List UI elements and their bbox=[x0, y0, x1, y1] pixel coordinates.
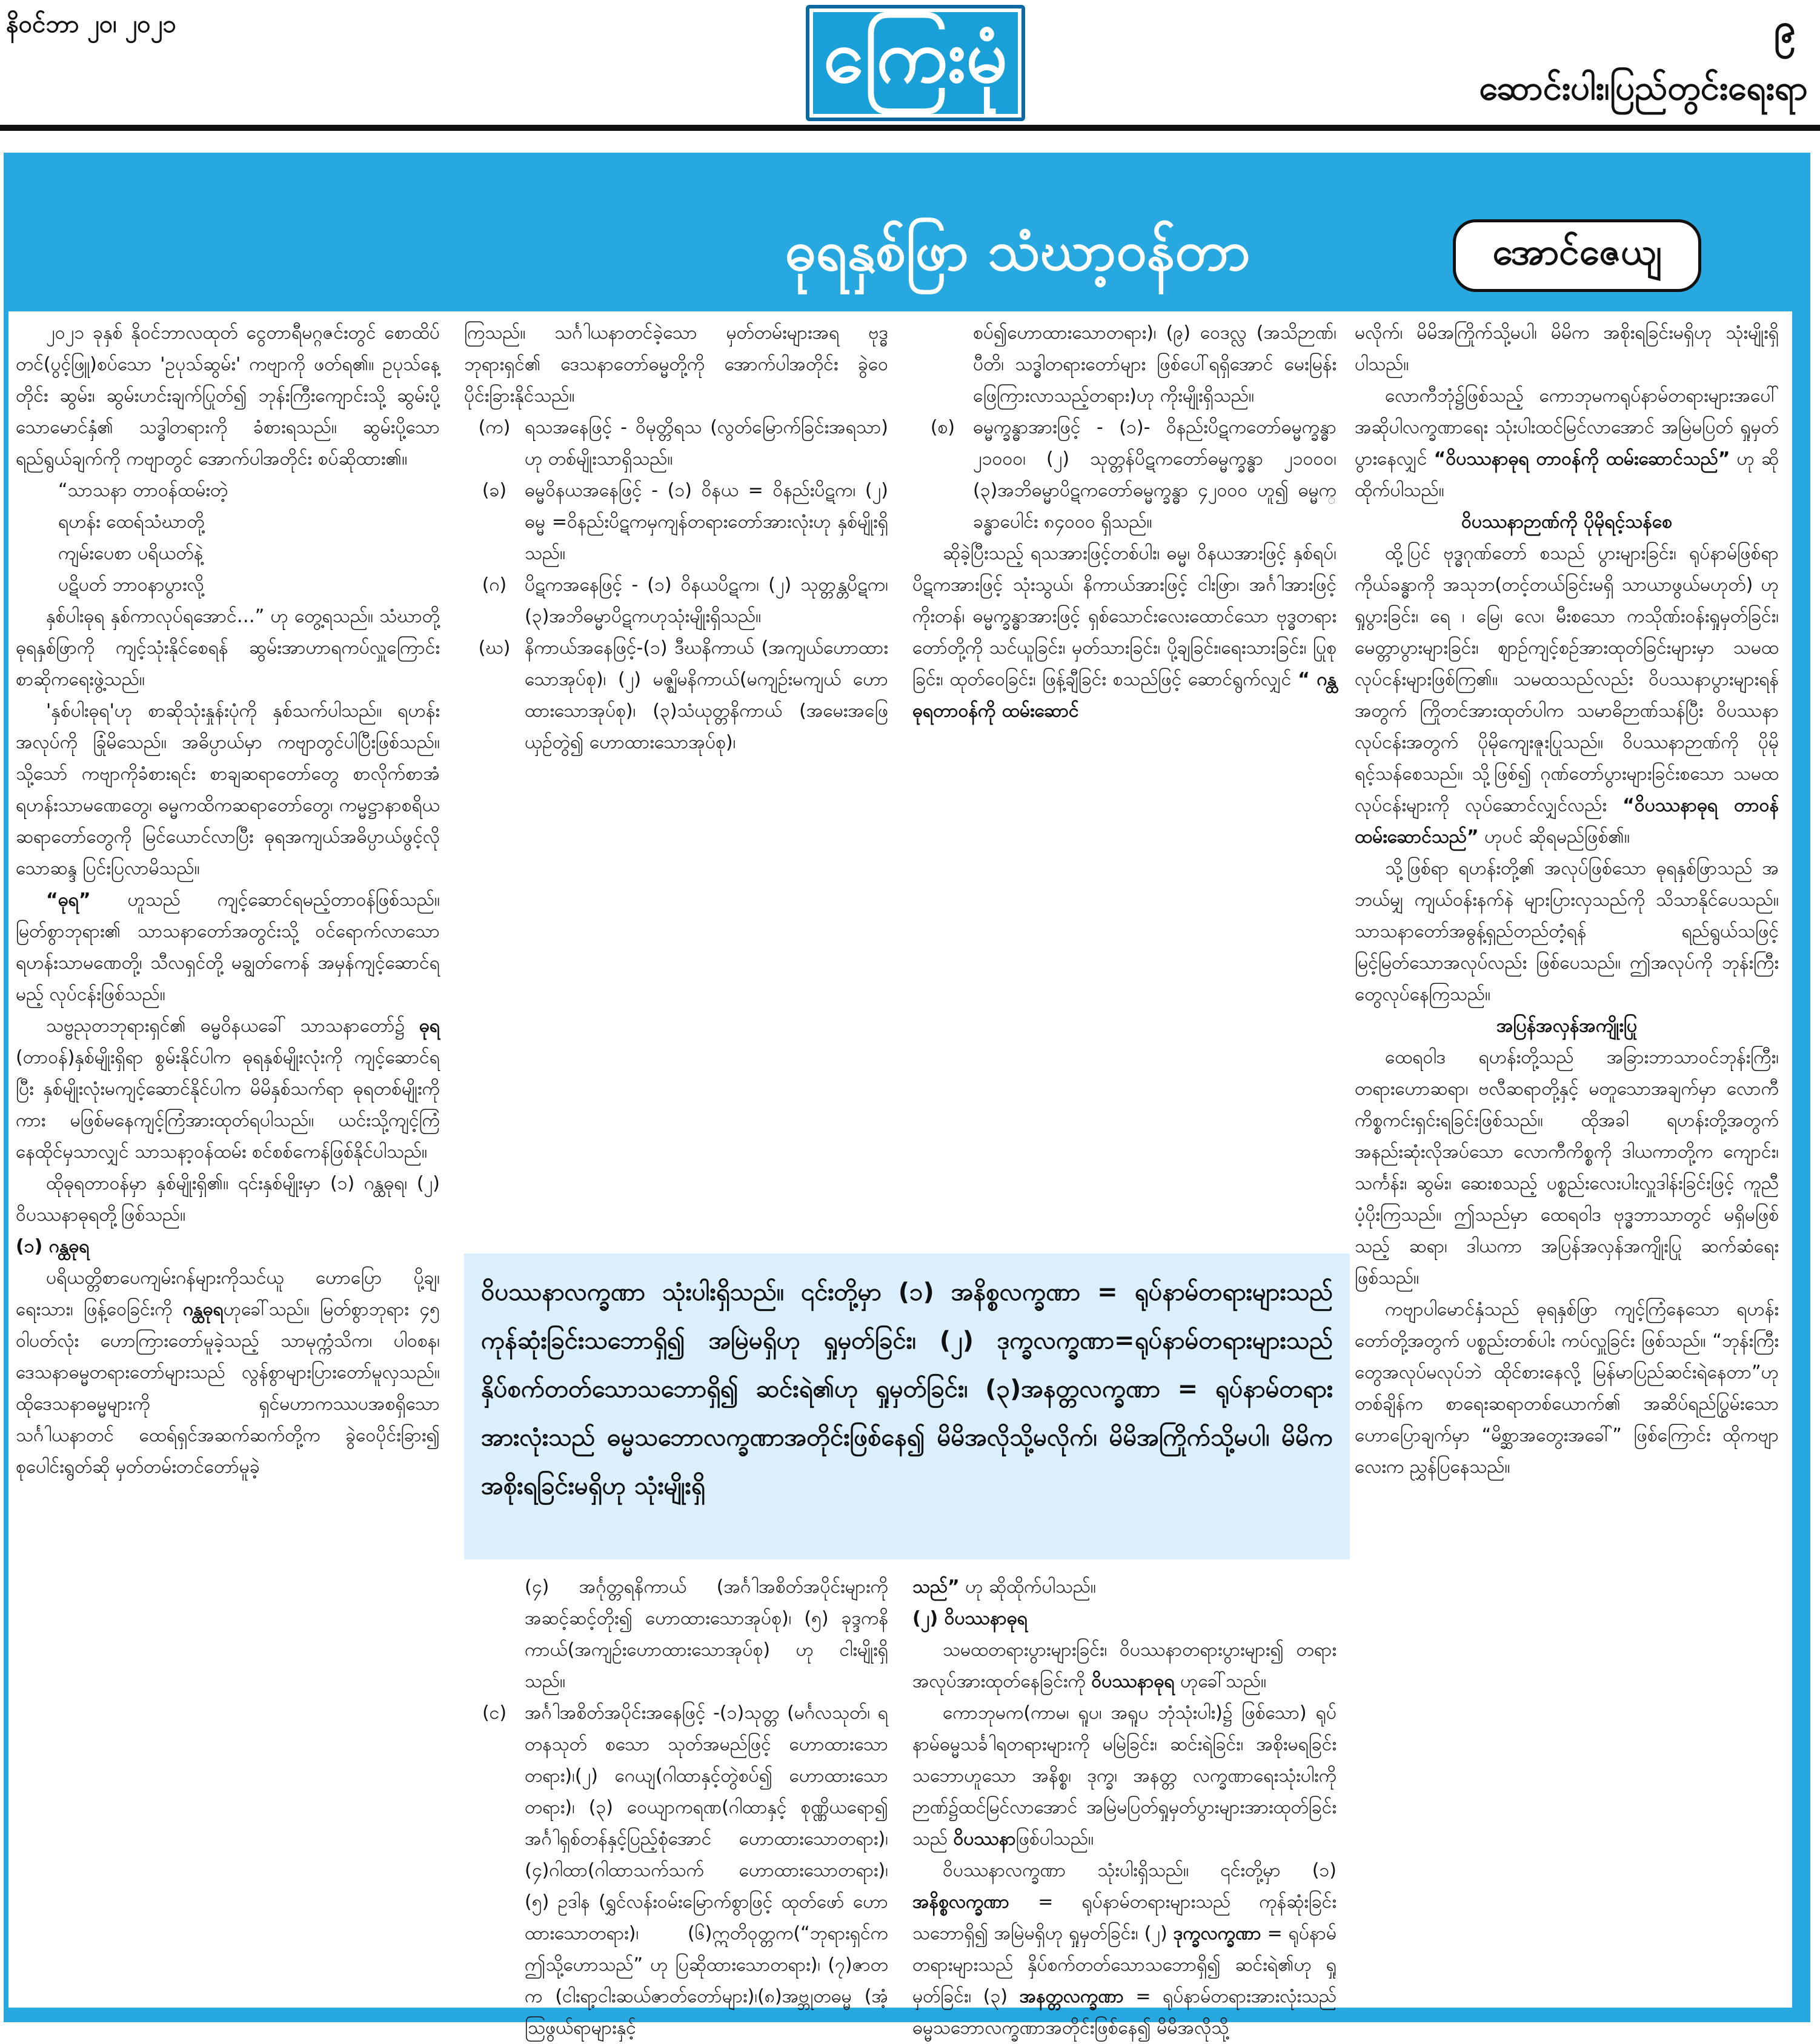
paragraph: (၂) ဝိပဿနာဓုရ bbox=[912, 1608, 1028, 1629]
column-2-lower bbox=[464, 1571, 888, 2044]
paragraph: 'နှစ်ပါးဓုရ'ဟု စာဆိုသုံးနှုန်းပုံကို နှစ်သက်ပါသည်။ ရဟန်းအလုပ်ကို ခြုံမိသေည်။ အဓိပ္ပာယ်မှာ ကဗျာတွင်ပါပြီးဖြစ်သည်။ သို့သော် ကဗျာကိုခံစားရင်း စာချဆရာတော်တွေ စာလိုက်စာအံ ရဟန်းသာမဏေတွေ၊ ဓမ္မကထိကဆရာတော်တွေ၊ ကမ္မဋ္ဌာနာစရိယဆရာတော်တွေကို မြင်ယောင်လာပြီး ဓုရအကျယ်အဓိပ္ပာယ်ဖွင့်လိုသောဆန္ဒ ပြင်းပြလာမိသည်။ bbox=[16, 700, 440, 879]
paragraph: ၂၀၂၁ ခုနှစ် နိုဝင်ဘာလထုတ် ငွေတာရီမဂ္ဂဇင်းတွင် စောထိပ်တင်(ပွင့်ဖြူ)စပ်သော 'ဥပုသ်ဆွမ်း' ကဗျာကို ဖတ်ရ၏။ ဥပုသ်နေ့တိုင်း ဆွမ်း၊ ဆွမ်းဟင်းချက်ပြုတ်၍ ဘုန်းကြီးကျောင်းသို့ ဆွမ်းပို့သောမောင်နှံ၏ သဒ္ဓါတရားကို ခံစားရသည်။ ဆွမ်းပို့သောရည်ရွယ်ချက်ကို ကဗျာတွင် အောက်ပါအတိုင်း စပ်ဆိုထား၏။ bbox=[16, 322, 440, 470]
list-item-label: (င) bbox=[482, 1702, 507, 1724]
column-3-lower bbox=[912, 1571, 1337, 2044]
list-item bbox=[464, 569, 888, 632]
paragraph: ကျမ်းပေစာ ပရိယတ်နဲ့ bbox=[58, 543, 204, 564]
masthead bbox=[0, 0, 1820, 139]
list-item-text: အင်္ဂါအစိတ်အပိုင်းအနေဖြင့် -(၁)သုတ္တ (မင်္ဂလသုတ်၊ ရတနသုတ် စသော သုတ်အမည်ဖြင့် ဟောထားသောတရား)၊(၂) ဂေယျ(ဂါထာနှင့်တွဲစပ်၍ ဟောထားသောတရား)၊ (၃) ဝေယျာကရဏ(ဂါထာနှင့် စုဏ္ဏိယရော၍ အင်္ဂါရှစ်တန်နှင့်ပြည့်စုံအောင် ဟောထားသောတရား)၊ (၄)ဂါထာ(ဂါထာသက်သက် ဟောထားသောတရား)၊ (၅) ဥဒါန (ရွှင်လန်းဝမ်းမြောက်စွာဖြင့် ထုတ်ဖော် ဟောထားသောတရား)၊ (၆)ဣတိဝုတ္တက(“ဘုရားရှင်က ဤသို့ဟောသည်” ဟု ပြဆိုထားသောတရား)၊ (၇)ဇာတက (ငါးရာ့ငါးဆယ်ဇာတ်တော်များ)၊(၈)အဗ္ဘုတဓမ္မ (အံ့သြဖွယ်ရာများနှင့် bbox=[525, 1702, 888, 2039]
list-item-text: ဓမ္မဝိနယအနေဖြင့် - (၁) ဝိနယ = ဝိနည်းပိဋက၊ (၂) ဓမ္မ =ဝိနည်းပိဋကမှကျန်တရားတော်အားလုံးဟု နှစ်မျိုးရှိသည်။ bbox=[525, 480, 888, 564]
paragraph: သည်” ဟု ဆိုထိုက်ပါသည်။ bbox=[912, 1576, 1096, 1598]
paragraph: လောကီဘုံ၌ဖြစ်သည့် ကောဘုမကရုပ်နာမ်တရားများအပေါ် အဆိုပါလက္ခဏာရေး သုံးပါးထင်မြင်လာအောင် အမြဲမပြတ် ရှုမှတ်ပွားနေလျှင် “ဝိပဿနာဓုရ တာဝန်ကို ထမ်းဆောင်သည်” ဟု ဆိုထိုက်ပါသည်။ bbox=[1355, 385, 1779, 501]
paragraph: သမထတရားပွားများခြင်း၊ ဝိပဿနာတရားပွားများ၍ တရားအလုပ်အားထုတ်နေခြင်းကို ဝိပဿနာဓုရ ဟုခေါ်သည်။ bbox=[912, 1639, 1337, 1692]
author-badge: အောင်ဇေယျ bbox=[1453, 219, 1701, 292]
list-item bbox=[464, 632, 888, 758]
list-item bbox=[464, 1697, 888, 2044]
column-1 bbox=[16, 317, 440, 1483]
paragraph: ရဟန်း ထေရ်သံဃာတို့ bbox=[58, 511, 205, 533]
paragraph: အပြန်အလှန်အကျိုးပြု bbox=[1496, 1015, 1638, 1037]
list-item-text: နိကာယ်အနေဖြင့်-(၁) ဒီဃနိကာယ် (အကျယ်ဟောထားသောအုပ်စု)၊ (၂) မဇ္ဈိမနိကာယ်(မကျဉ်းမကျယ် ဟောထားသောအုပ်စု)၊ (၃)သံယုတ္တနိကာယ် (အမေးအဖြေယှဉ်တွဲ၍ ဟောထားသောအုပ်စု)၊ bbox=[525, 637, 888, 753]
list-item-text: စပ်၍ဟောထားသောတရား)၊ (၉) ဝေဒလ္လ (အသိဉာဏ်၊ ပီတိ၊ သဒ္ဓါတရားတော်များ ဖြစ်ပေါ်ရရှိအောင် မေးမြန်းဖြေကြားလာသည့်တရား)ဟု ကိုးမျိုးရှိသည်။ bbox=[973, 322, 1337, 406]
paragraph: (၁) ဂန္ထဓုရ bbox=[16, 1236, 90, 1257]
list-item bbox=[464, 475, 888, 569]
paragraph: ပရိယတ္တိစာပေကျမ်းဂန်များကိုသင်ယူ ဟောပြော ပို့ချ၊ ရေးသား၊ ဖြန့်ဝေခြင်းကို ဂန္ထဓုရဟုခေါ်သည်။ မြတ်စွာဘုရား ၄၅ ဝါပတ်လုံး ဟောကြားတော်မူခဲ့သည့် သာမုက္ကံသိက၊ ပါဝစန၊ ဒေသနာဓမ္မတရားတော်များသည် လွန်စွာများပြားတော်မူလှသည်။ ထိုဒေသနာဓမ္မများကို ရှင်မဟာကဿပအစရှိသော သင်္ဂါယနာတင် ထေရ်ရှင်အဆက်ဆက်တို့က ခွဲဝေပိုင်းခြား၍ စုပေါင်းရွတ်ဆို မှတ်တမ်းတင်တော်မူခဲ့ bbox=[16, 1267, 440, 1478]
paragraph: ထို့ပြင် ဗုဒ္ဓဂုဏ်တော် စသည် ပွားများခြင်း၊ ရုပ်နာမ်ဖြစ်ရာ ကိုယ်ခန္ဓာကို အသုဘ(တင့်တယ်ခြင်းမရှိ သာယာဖွယ်မဟုတ်) ဟု ရှုပွားခြင်း၊ ရေ ၊ မြေ၊ လေ၊ မီးစသော ကသိုဏ်းဝန်းရှုမှတ်ခြင်း၊ မေတ္တာပွားများခြင်း၊ ဈာဉ်ကျင့်စဉ်အားထုတ်ခြင်းများမှာ သမထလုပ်ငန်းများဖြစ်ကြ၏။ သမထသည်လည်း ဝိပဿနာပွားများရန်အတွက် ကြိုတင်အားထုတ်ပါက သမာဓိဉာဏ်သန်ပြီး ဝိပဿနာလုပ်ငန်းအတွက် ပိုမိုကျေးဇူးပြုသည်။ ဝိပဿနာဉာဏ်ကို ပိုမိုရင့်သန်စေသည်။ သို့ဖြစ်၍ ဂုဏ်တော်ပွားများခြင်းစသော သမထလုပ်ငန်းများကို လုပ်ဆောင်လျှင်လည်း “ဝိပဿနာဓုရ တာဝန်ထမ်းဆောင်သည်” ဟုပင် ဆိုရမည်ဖြစ်၏။ bbox=[1355, 543, 1779, 848]
issue-date: နိဝင်ဘာ ၂၀၊ ၂၀၂၁ bbox=[6, 10, 176, 38]
section-title: ဆောင်းပါး၊ပြည်တွင်းရေးရာ bbox=[1479, 68, 1808, 108]
column-4 bbox=[1355, 317, 1779, 1483]
paragraph: ပဋိပတ် ဘာဝနာပွားလို့ bbox=[58, 574, 204, 596]
list-item-text: (၄) အင်္ဂုတ္တရနိကာယ် (အင်္ဂါအစိတ်အပိုင်းများကို အဆင့်ဆင့်တိုး၍ ဟောထားသောအုပ်စု)၊ (၅) ခုဒ္ဒကနိကာယ်(အကျဉ်းဟောထားသောအုပ်စု) ဟု ငါးမျိုးရှိသည်။ bbox=[525, 1576, 888, 1692]
list-item-label bbox=[464, 1571, 525, 1697]
paragraph: မလိုက်၊ မိမိအကြိုက်သို့မပါ၊ မိမိက အစိုးရခြင်းမရှိဟု သုံးမျိုးရှိပါသည်။ bbox=[1355, 322, 1779, 375]
list-item bbox=[464, 1571, 888, 1697]
newspaper-logo: ကြေးမုံ bbox=[806, 5, 1025, 121]
list-item-label: (က) bbox=[478, 417, 511, 438]
paragraph: ထိုဓုရတာဝန်မှာ နှစ်မျိုးရှိ၏။ ၎င်းနှစ်မျိုးမှာ (၁) ဂန္ထဓုရ၊ (၂) ဝိပဿနာဓုရတို့ဖြစ်သည်။ bbox=[16, 1173, 440, 1226]
paragraph: နှစ်ပါးဓုရ နှစ်ကာလုပ်ရအောင်…” ဟု တွေ့ရသည်။ သံဃာတို့ ဓုရနှစ်ဖြာကို ကျင့်သုံးနိုင်စေရန် ဆွမ်းအာဟာရကပ်လှူကြောင်း စာဆိုကရေးဖွဲ့သည်။ bbox=[16, 606, 440, 690]
paragraph: ကဗျာပါမောင်နှံသည် ဓုရနှစ်ဖြာ ကျင့်ကြံနေသော ရဟန်းတော်တို့အတွက် ပစ္စည်းတစ်ပါး ကပ်လှူခြင်း ဖြစ်သည်။ “ဘုန်းကြီးတွေအလုပ်မလုပ်ဘဲ ထိုင်စားနေလို့ မြန်မာပြည်ဆင်းရဲနေတာ”ဟု တစ်ချိန်က စာရေးဆရာတစ်ယောက်၏ အဆိပ်ရည်ပြွမ်းသောဟောပြောချက်မှာ “မိစ္ဆာအတွေးအခေါ်” ဖြစ်ကြောင်း ထိုကဗျာလေးက ညွှန်ပြနေသည်။ bbox=[1355, 1299, 1779, 1478]
list-item-label: (ဃ) bbox=[478, 637, 511, 659]
paragraph: ဝိပဿနာဉာဏ်ကို ပိုမိုရင့်သန်စေ bbox=[1461, 511, 1672, 533]
column-3 bbox=[912, 317, 1337, 727]
list-item-label bbox=[912, 317, 973, 412]
list-item-text: ရသအနေဖြင့် - ဝိမုတ္တိရသ (လွတ်မြောက်ခြင်းအရသာ) ဟု တစ်မျိုးသာရှိသည်။ bbox=[525, 417, 888, 470]
list-item-text: ပိဋကအနေဖြင့် - (၁) ဝိနယပိဋက၊ (၂) သုတ္တန္တပိဋက၊(၃)အဘိဓမ္မာပိဋကဟုသုံးမျိုးရှိသည်။ bbox=[525, 574, 888, 627]
paragraph: “သာသနာ တာဝန်ထမ်းတဲ့ bbox=[58, 480, 228, 501]
list-item-label: (စ) bbox=[930, 417, 955, 438]
paragraph: ကောဘုမက(ကာမ၊ ရူပ၊ အရူပ ဘုံသုံးပါး)၌ ဖြစ်သော) ရုပ်နာမ်ဓမ္မသင်္ခါရတရားများကို မမြဲခြင်း၊ ဆင်းရဲခြင်း၊ အစိုးမရခြင်း သဘောဟူသော အနိစ္စ၊ ဒုက္ခ၊ အနတ္တ လက္ခဏာရေးသုံးပါးကို ဉာဏ်၌ထင်မြင်လာအောင် အမြဲမပြတ်ရှုမှတ်ပွားများအားထုတ်ခြင်းသည် ဝိပဿနာဖြစ်ပါသည်။ bbox=[912, 1702, 1337, 1850]
list-item-text: ဓမ္မက္ခန္ဓာအားဖြင့် - (၁)- ဝိနည်းပိဋကတော်ဓမ္မက္ခန္ဓာ ၂၁၀၀၀၊ (၂) သုတ္တန်ပိဋကတော်ဓမ္မက္ခန္ဓာ ၂၁၀၀၀၊ (၃)အဘိဓမ္မာပိဋကတော်ဓမ္မက္ခန္ဓာ ၄၂၀၀၀ ဟူ၍ ဓမ္မက္ခန္ဓာပေါင်း ၈၄၀၀၀ ရှိသည်။ bbox=[973, 417, 1337, 533]
list-item-label: (ခ) bbox=[482, 480, 507, 501]
paragraph: ကြသည်။ သင်္ဂါယနာတင်ခဲ့သော မှတ်တမ်းများအရ ဗုဒ္ဓဘုရားရှင်၏ ဒေသနာတော်ဓမ္မတို့ကို အောက်ပါအတိုင်း ခွဲဝေပိုင်းခြားနိုင်သည်။ bbox=[464, 322, 888, 406]
page-number: ၉ bbox=[1774, 6, 1796, 51]
article-body bbox=[8, 311, 1792, 2039]
list-item bbox=[912, 412, 1337, 538]
list-item bbox=[912, 317, 1337, 412]
pull-quote: ဝိပဿနာလက္ခဏာ သုံးပါးရှိသည်။ ၎င်းတို့မှာ (၁) အနိစ္စလက္ခဏာ = ရုပ်နာမ်တရားများသည် ကုန်ဆုံးခြင်းသဘောရှိ၍ အမြဲမရှိဟု ရှုမှတ်ခြင်း၊ (၂) ဒုက္ခလက္ခဏာ=ရုပ်နာမ်တရားများသည် နှိပ်စက်တတ်သောသဘောရှိ၍ ဆင်းရဲ၏ဟု ရှုမှတ်ခြင်း၊ (၃)အနတ္တလက္ခဏာ = ရုပ်နာမ်တရားအားလုံးသည် ဓမ္မသဘောလက္ခဏာအတိုင်းဖြစ်နေ၍ မိမိအလိုသို့မလိုက်၊ မိမိအကြိုက်သို့မပါ၊ မိမိက အစိုးရခြင်းမရှိဟု သုံးမျိုးရှိ bbox=[464, 1253, 1350, 1559]
list-item bbox=[464, 412, 888, 475]
article-title: ဓုရနှစ်ဖြာ သံဃာ့ဝန်တာ bbox=[785, 219, 1250, 283]
paragraph: ဝိပဿနာလက္ခဏာ သုံးပါးရှိသည်။ ၎င်းတို့မှာ (၁) အနိစ္စလက္ခဏာ = ရုပ်နာမ်တရားများသည် ကုန်ဆုံးခြင်းသဘောရှိ၍ အမြဲမရှိဟု ရှုမှတ်ခြင်း၊ (၂) ဒုက္ခလက္ခဏာ = ရုပ်နာမ်တရားများသည် နှိပ်စက်တတ်သောသဘောရှိ၍ ဆင်းရဲ၏ဟု ရှုမှတ်ခြင်း၊ (၃) အနတ္တလက္ခဏာ = ရုပ်နာမ်တရားအားလုံးသည် ဓမ္မသဘောလက္ခဏာအတိုင်းဖြစ်နေ၍ မိမိအလိုသို့ bbox=[912, 1860, 1337, 2039]
masthead-rule bbox=[0, 125, 1820, 131]
paragraph: သို့ဖြစ်ရာ ရဟန်းတို့၏ အလုပ်ဖြစ်သော ဓုရနှစ်ဖြာသည် အဘယ်မျှ ကျယ်ဝန်းနက်နဲ များပြားလှသည်ကို သိသာနိုင်ပေသည်။ သာသနာတော်အဓွန့်ရှည်တည်တံ့ရန် ရည်ရွယ်သဖြင့် မြင့်မြတ်သောအလုပ်လည်း ဖြစ်ပေသည်။ ဤအလုပ်ကို ဘုန်းကြီးတွေလုပ်နေကြသည်။ bbox=[1355, 858, 1779, 1005]
paragraph: ထေရဝါဒ ရဟန်းတို့သည် အခြားဘာသာဝင်ဘုန်းကြီး၊ တရားဟောဆရာ၊ ဗလီဆရာတို့နှင့် မတူသောအချက်မှာ လောကီကိစ္စကင်းရှင်းရခြင်းဖြစ်သည်။ ထိုအခါ ရဟန်းတို့အတွက် အနည်းဆုံးလိုအပ်သော လောကီကိစ္စကို ဒါယကာတို့က ကျောင်း၊ သင်္ကန်း၊ ဆွမ်း၊ ဆေးစသည့် ပစ္စည်းလေးပါးလှူဒါန်းခြင်းဖြင့် ကူညီပံ့ပိုးကြသည်။ ဤသည်မှာ ထေရဝါဒ ဗုဒ္ဓဘာသာတွင် မရှိမဖြစ်သည့် ဆရာ၊ ဒါယကာ အပြန်အလှန်အကျိုးပြု ဆက်ဆံရေးဖြစ်သည်။ bbox=[1355, 1047, 1779, 1289]
paragraph: ဆိုခဲ့ပြီးသည့် ရသအားဖြင့်တစ်ပါး၊ ဓမ္မ၊ ဝိနယအားဖြင့် နှစ်ရပ်၊ ပိဋကအားဖြင့် သုံးသွယ်၊ နိကာယ်အားဖြင့် ငါးဖြာ၊ အင်္ဂါအားဖြင့် ကိုးတန်၊ ဓမ္မက္ခန္ဓာအားဖြင့် ရှစ်သောင်းလေးထောင်သော ဗုဒ္ဓတရားတော်တို့ကို သင်ယူခြင်း၊ မှတ်သားခြင်း၊ ပို့ချခြင်း၊ရေးသားခြင်း၊ ပြုစုခြင်း၊ ထုတ်ဝေခြင်း၊ ဖြန့်ချီခြင်း စသည်ဖြင့် ဆောင်ရွက်လျှင် “ ဂန္ထဓုရတာဝန်ကို ထမ်းဆောင် bbox=[912, 543, 1337, 722]
column-2 bbox=[464, 317, 888, 758]
paragraph: “ဓုရ” ဟူသည် ကျင့်ဆောင်ရမည့်တာဝန်ဖြစ်သည်။ မြတ်စွာဘုရား၏ သာသနာတော်အတွင်းသို့ ဝင်ရောက်လာသော ရဟန်းသာမဏေတို့၊ သီလရှင်တို့ မချွတ်ကေန် အမှန်ကျင့်ဆောင်ရမည့် လုပ်ငန်းဖြစ်သည်။ bbox=[16, 889, 440, 1005]
paragraph: သဗ္ဗညုတဘုရားရှင်၏ ဓမ္မဝိနယခေါ် သာသနာတော်၌ ဓုရ (တာဝန်)နှစ်မျိုးရှိရာ စွမ်းနိုင်ပါက ဓုရနှစ်မျိုးလုံးကို ကျင့်ဆောင်ရပြီး နှစ်မျိုးလုံးမကျင့်ဆောင်နိုင်ပါက မိမိနှစ်သက်ရာ ဓုရတစ်မျိုးကိုကား မဖြစ်မနေကျင့်ကြံအားထုတ်ရပါသည်။ ယင်းသို့ကျင့်ကြံနေထိုင်မှသာလျှင် သာသနာ့ဝန်ထမ်း စင်စစ်ကေန်ဖြစ်နိုင်ပါသည်။ bbox=[16, 1015, 440, 1163]
list-item-label: (ဂ) bbox=[482, 574, 507, 596]
article-frame bbox=[4, 153, 1810, 2039]
